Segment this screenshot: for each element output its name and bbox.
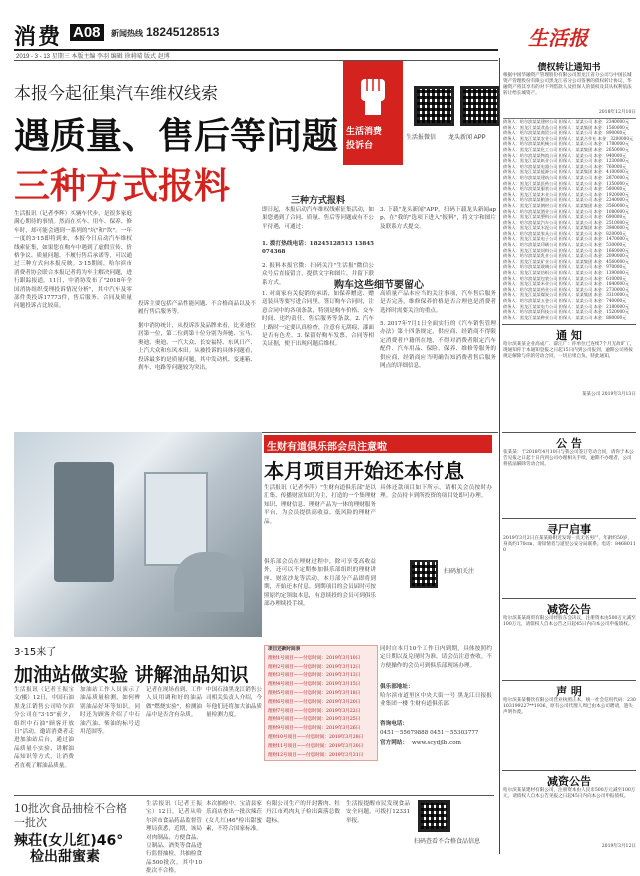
table-row: 债务人：哈尔滨某某建材公司 担保人：某某公司 本金：2340000元 xyxy=(503,119,630,124)
table-row: 债务人：黑龙江某某木业公司 担保人：某某公司 本金：1920000元 xyxy=(503,191,630,197)
badge-line2: 投诉台 xyxy=(346,140,374,150)
notice3-text: 张某某：于2018年4月10日与我公司签订劳动合同，请你于本公告见报之日起十日内到公司办理相关手续，逾期不办理者，公司将依法解除劳动合同。 xyxy=(503,450,634,467)
qr2-label: 龙头新闻 APP xyxy=(448,135,486,141)
badge-line1: 生活消费 xyxy=(346,126,383,136)
gas-station-photo xyxy=(14,432,262,637)
notice4-head: 寻尸启事 xyxy=(547,523,591,536)
article1-para1: 生活报讯（记者李辉）买辆车代步，是很多家庭满心期待的事情。然而在买车、用车、保养、修车时，却可能会遇到一系列的"坑"和"坎"。一年一度的3·15即将到来，本报今日启动汽车维权线索征集，如果您在购车中遇到了虚假宣传、价格争议、质量问题、不履行售后承诺等，可以通过三种方式向本报反映。3·15期间，哈尔滨市消费者协会联合本报记者将为车主解决问题，进行跟踪报道。11日，中消协发布了"2018年全国消协组织受理投诉情况分析"，其中汽车及零部件类投诉17773件，售后服务、合同及质量问题投诉占比较高。 xyxy=(14,211,132,310)
table-row: 债务人：黑龙江某某化工公司 担保人：某某集团 本金：2650000元 xyxy=(503,146,630,152)
club-address-head: 俱乐部地址： xyxy=(380,684,414,690)
article4-kicker2: 一批次 xyxy=(14,816,47,829)
calendar-row: 理财8号项目——付息时间：2019年3月25日 xyxy=(268,717,361,723)
table-row: 债务人：哈尔滨某某电器公司 担保人：某某公司 本金：760000元 xyxy=(503,163,627,169)
article4-title2: 检出甜蜜素 xyxy=(30,849,100,865)
notice1-date: 2018年12月10日 xyxy=(598,110,636,115)
club-para2: 俱乐部会员在理财过程中，除可享受高收益外，还可以不定期参加俱乐部组织的理财讲座、财富沙龙等活动。本月部分产品即将到期，开始还本付息。到期项目的会员届时可按照原约定领取本息，有意续投的会员可到俱乐部办理续投手续。 xyxy=(264,559,376,608)
article1-column-head: 三种方式报料 xyxy=(290,196,345,206)
notice1-head: 债权转让通知书 xyxy=(537,63,601,73)
table-row: 债务人：黑龙江某某塑料公司 担保人：某某公司 本金：690000元 xyxy=(503,214,627,220)
club-banner xyxy=(264,435,492,453)
club-phone: 0451－55679888 0451－55303777 xyxy=(380,730,479,736)
article4-para2: 本次抽检中，宝清县家乐商店查出一批次辣荘(女儿红)46°检出甜蜜素，不符合国家标准。 xyxy=(206,801,262,833)
club-ticket xyxy=(410,560,440,590)
qr1-label: 生活报微信 xyxy=(406,135,437,141)
notice3-head: 公 告 xyxy=(556,437,582,450)
table-row: 债务人：黑龙江某某医药公司 担保人：某某公司 本金：1350000元 xyxy=(503,180,630,186)
sidebar-rule xyxy=(499,58,500,854)
article1-para9: 高质量产品本应当的关注事项，汽车售后服务是否完善，维修保养价格是否合理也是消费者选择时需要关注的重点。 xyxy=(380,291,496,314)
table-row: 债务人：哈尔滨某某五金公司 担保人：某某公司 本金：740000元 xyxy=(503,298,627,303)
table-row: 债务人：黑龙江某某钢材公司 担保人：某某集团 本金：3560000元 xyxy=(503,202,630,208)
calendar-title: 项目还款时间表 xyxy=(268,647,301,652)
table-row: 债务人：黑龙江某某食品公司 担保人：某某集团 本金：1560000元 xyxy=(503,124,630,130)
club-side-para: 同时自本月10个工作日内到期，具体按照约定日期以及兑现时为准。请会员注意查收。不方便操作的会员可到俱乐部现场办理。 xyxy=(380,646,492,669)
article4-para4: 生活报提醒市民发现食品安全问题，可拨打12331举报。 xyxy=(346,801,410,824)
person-icon xyxy=(174,552,244,612)
club-address: 哈尔滨市道里区中央大街一号 黑龙江日报报业集团一楼 生财有道俱乐部 xyxy=(380,693,492,708)
article4-title1: 辣荘(女儿红)46° xyxy=(14,833,124,849)
hotline-phone: 18245128513 xyxy=(146,25,220,39)
qr-code-icon xyxy=(414,86,454,126)
club-web: www.scydjlb.com xyxy=(412,740,461,746)
article4-qr-icon xyxy=(418,800,450,832)
calendar-row: 理财2号项目——付息时间：2019年3月12日 xyxy=(268,664,361,670)
club-para3: 具体还款项目如下所示，请相关会员按时办理。会员持卡到所投资的项目处即可办理。 xyxy=(380,485,492,500)
table-row: 债务人：黑龙江某某煤炭公司 担保人：某某集团 本金：3310000元 xyxy=(503,292,630,298)
article1-para10: 5. 2017年7月1日全面实行的《汽车销售管理办法》第十四条规定，供应商、经销商不得限定消费者户籍所在地，不得对消费者限定汽车配件、汽车用品、保险、保养、维修等服务的供应商，经销商应当明确告知消费者售后服务网点的详细信息。 xyxy=(380,321,496,370)
article4-para1: 生活报讯（记者王振宝）12日，记者从哈尔滨市食品药品监督管理局获悉，近期，该局对肉制品、方便食品、豆制品、酒类等食品进行监督抽检，共抽检食品500批次，其中10批次不合格。 xyxy=(146,801,202,875)
table-row: 债务人：哈尔滨某某药业公司 担保人：某某公司 本金：2730000元 xyxy=(503,286,630,292)
sidebar-divider xyxy=(502,680,636,681)
table-row: 债务人：黑龙江某某米业公司 担保人：某某公司 本金：1840000元 xyxy=(503,281,630,287)
calendar-row: 理财9号项目——付息时间：2019年3月26日 xyxy=(268,726,361,732)
club-title: 本月项目开始还本付息 xyxy=(264,459,464,483)
article1-title-line2: 三种方式报料 xyxy=(14,166,231,207)
section-title: 消费 xyxy=(14,24,63,49)
article3-kicker: 3·15来了 xyxy=(14,647,57,658)
table-row: 债务人：黑龙江某某纸业公司 担保人：某某公司 本金：1230000元 xyxy=(503,158,630,164)
notice5-text: 哈尔滨某某商贸有限公司经股东会决议，注册资本由500万元减至100万元，请债权人自本公告之日起45日内向本公司申报债权。 xyxy=(503,616,636,627)
table-row: 债务人：哈尔滨某某包装公司 担保人：某某公司 本金：610000元 xyxy=(503,275,627,281)
fist-icon xyxy=(343,61,403,121)
article1-para6: 2. 报料本报官微：扫码关注"生活报"微信公众号后直接留言，提供文字和图片，并留下联系方式。 xyxy=(262,263,374,286)
article1-para8: 1. 对商家有关促销的承诺，如保养赠送、赠送装具等要写进合同里，签订购车合同时，注意合同中的各项条款，特别是购车价格、交车时间、违约责任、售后服务等条款。2. 汽车上路时一定要认真检查，注意有无刮痕、漆面是否有色差。3. 保留好购车发票、合同等相关证据，便于出现问题后维权。 xyxy=(262,291,374,348)
club-qr-icon xyxy=(410,560,438,588)
table-row: 债务人：黑龙江某某电力公司 担保人：某某公司 本金：2180000元 xyxy=(503,303,630,309)
club-phone-head: 咨询电话： xyxy=(380,721,408,727)
calendar-row: 理财5号项目——付息时间：2019年3月18日 xyxy=(268,690,361,696)
notice7-text: 哈尔滨某某建材有限公司，注册资本由人民币500万元减至100万元，请债权人自本公告见报之日起45日内向本公司申报债权。 xyxy=(503,788,636,799)
article1-kicker: 本报今起征集汽车维权线索 xyxy=(14,84,218,104)
article1-title-line1: 遇质量、售后等问题 xyxy=(14,116,339,157)
page-number: A08 xyxy=(70,24,104,41)
notice2-text: 哈尔滨某某企业高成广、薛江广：你单位已连续7个月无故旷工，现通知你于本通知登报之日起15日内到公司报到，逾期公司将按规定解除与你的劳动合同，一切后果自负。特此通知。 xyxy=(503,342,635,359)
table-row: 债务人：哈尔滨某某乳业公司 担保人：某某公司 本金：2090000元 xyxy=(503,253,630,259)
table-row: 债务人：黑龙江某某电子公司 担保人：某某公司 本金：1470000元 xyxy=(503,236,630,242)
table-row: 债务人：哈尔滨某某商贸公司 担保人：某某公司 本金：890000元 xyxy=(503,130,627,136)
article3-para1: 生活报讯（记者王振宝文/摄）12日，中国石油黑龙江销售公司哈尔滨分公司在"3·15"前夕，组织中石油"顾客开放日"活动，邀请消费者走进加油站后台，通过油品质量小实验、讲解油品知识等方式，让消费者直观了解油品质量。 xyxy=(14,687,74,769)
table-row: 债务人：黑龙江某某农业公司 担保人：某某合作社 本金：3200000元 xyxy=(503,135,634,141)
debt-table xyxy=(503,118,636,323)
table-row: 债务人：黑龙江某某矿业公司 担保人：某某集团 本金：4560000元 xyxy=(503,258,630,264)
table-row: 债务人：黑龙江某某饲料公司 担保人：某某公司 本金：1660000元 xyxy=(503,247,630,253)
article1-para2: 投诉主要包括产品性能问题、不合格商品以及不履行售后服务等。 xyxy=(138,301,256,316)
sidebar-divider xyxy=(502,770,636,771)
table-row: 债务人：黑龙江某某能源公司 担保人：某某集团 本金：4100000元 xyxy=(503,169,630,175)
article3-para4: 中国石油黑龙江销售公司相关负责人介绍，今年他们还将加大油品质量检测力度。 xyxy=(206,687,262,719)
table-row: 债务人：哈尔滨某某酒业公司 担保人：某某公司 本金：1080000元 xyxy=(503,208,630,214)
calendar-row: 理财7号项目——付息时间：2019年3月22日 xyxy=(268,708,361,714)
table-row: 债务人：哈尔滨某某物流公司 担保人：某某公司 本金：940000元 xyxy=(503,152,627,158)
notice2-sign: 某某公司 2019年3月13日 xyxy=(581,392,636,397)
article1-para7: 3. 下载"龙头新闻"APP，扫码下载龙头新闻app，在"我的"选项下进入"报料"，将文字和图片及联系方式提交。 xyxy=(380,207,496,230)
article1-para5: 1. 拨打热线电话：18245128513 13845074368 xyxy=(262,241,374,256)
table-row: 债务人：哈尔滨某某汽车公司 担保人：某某公司 本金：2510000元 xyxy=(503,219,630,225)
sidebar-divider xyxy=(502,324,636,325)
fuel-pump-icon xyxy=(54,462,114,582)
table-row: 债务人：哈尔滨某某科技公司 担保人：某某公司 本金：1520000元 xyxy=(503,309,630,315)
article3-para2: 加油站工作人员演示了油品质量检测，如何辨别油品好坏等知识。同时还为顾客介绍了中石油汽油、柴油的标号适用范围等。 xyxy=(80,687,140,736)
article1-para4: 即日起，本报启动汽车维权线索征集活动，如果您遇到了合同、质量、售后等问题或有不公平待遇，可通过： xyxy=(262,207,374,230)
calendar-row: 理财1号项目——付息时间：2019年3月10日 xyxy=(268,655,361,661)
notice6-head: 声 明 xyxy=(556,685,582,698)
calendar-row: 理财3号项目——付息时间：2019年3月13日 xyxy=(268,673,361,679)
table-row: 债务人：哈尔滨某某家具公司 担保人：某某公司 本金：820000元 xyxy=(503,230,627,236)
calendar-row: 理财10号项目——付息时间：2019年3月28日 xyxy=(268,734,364,740)
article4-qr-label: 扫码查看不合格食品信息 xyxy=(414,839,481,845)
masthead-rule-thin xyxy=(14,60,498,61)
table-row: 债务人：哈尔滨某某机械公司 担保人：某某公司 本金：1780000元 xyxy=(503,141,630,147)
newspaper-logo: 生活报 xyxy=(528,26,588,50)
notice4-text: 2019年3月2日在某某路附近发现一具无名男尸，年龄约50岁，身高约170cm，请知情者与道里公安分局联系。电话：84680110 xyxy=(503,536,636,553)
calendar-row: 理财12号项目——付息时间：2019年3月31日 xyxy=(268,752,364,758)
notice7-head: 减资公告 xyxy=(547,775,591,788)
table-row: 债务人：黑龙江某某水泥公司 担保人：某某集团 本金：3980000元 xyxy=(503,225,630,231)
calendar-row: 理财4号项目——付息时间：2019年3月15日 xyxy=(268,682,361,688)
notice1-text: 根据中国华融资产管理股份有限公司黑龙江省分公司与中国长城资产管理股份有限公司黑龙江省分公司签署的债权转让协议，华融资产将其享有的对下列借款人及担保人的债权及其从权利依法转让给长城资产。 xyxy=(503,73,632,96)
article3-title: 加油站做实验 讲解油品知识 xyxy=(14,664,249,686)
notice2-head: 通 知 xyxy=(556,329,582,342)
table-row: 债务人：哈尔滨某某粮油公司 担保人：某某公司 本金：2240000元 xyxy=(503,197,630,203)
article1-para3: 据中消协统计，从投诉涉及品牌来看，比亚迪位居第一位，第二位到第十位分别为奔驰、宝马、奥迪、奥迪、一汽大众、长安福特、东风日产、上汽大众和东风本田。从被投诉的具体问题看，投诉最多的是质量问题，其中发动机、变速箱、刹车、电路等问题较为突出。 xyxy=(138,323,256,372)
section-divider xyxy=(14,795,494,796)
article3-para3: 记者在现场看到，工作人员用调和好的油品做"燃烧实验"，检测油品中是否含有杂质。 xyxy=(146,687,202,719)
article4-kicker1: 10批次食品抽检不合格 xyxy=(14,802,127,815)
article1-subhead: 购车这些细节要留心 xyxy=(334,280,424,291)
sidebar-divider xyxy=(502,598,636,599)
club-banner-text: 生财有道俱乐部会员注意啦 xyxy=(267,442,387,453)
table-row: 债务人：哈尔滨某某玻璃公司 担保人：某某公司 本金：970000元 xyxy=(503,264,627,270)
club-para1: 生活报讯（记者李萍）"生财有道俱乐部"是以汇集、传播财富知识为主，打造的一个集理财知识、理财信息、理财产品为一体的理财服务平台，为会员提供高收益、低风险的理财产品。 xyxy=(264,485,376,525)
table-row: 债务人：哈尔滨某某建筑公司 担保人：某某公司 本金：2870000元 xyxy=(503,174,630,180)
sidebar-divider xyxy=(502,518,636,519)
dateline: 2019 - 3 - 13 星期三 本版主编 李羽 编辑 徐莉晴 版式 赵博 xyxy=(16,54,170,60)
article4-para3: 有限公司生产的开封酱肉、牡丹江市鸡肉丸子检出菌落总数超标。 xyxy=(266,801,340,824)
repayment-calendar xyxy=(264,645,378,761)
calendar-row: 理财11号项目——付息时间：2019年3月30日 xyxy=(268,743,364,749)
club-web-head: 官方网站： xyxy=(380,740,408,746)
table-row: 债务人：黑龙江某某种业公司 担保人：某某公司 本金：880000元 xyxy=(503,314,627,320)
notice5-head: 减资公告 xyxy=(547,603,591,616)
table-row: 债务人：哈尔滨某某印刷公司 担保人：某某公司 本金：530000元 xyxy=(503,242,627,248)
club-qr-label: 扫码加关注 xyxy=(444,569,475,575)
notice6-text: 哈尔滨某某餐饮有限公司营业执照正本，统一社会信用代码：230103199227**1936，原有公司代理人周已由本公司聘请，遗失声明作废。 xyxy=(503,698,636,715)
notice7-date: 2019年3月12日 xyxy=(601,844,636,849)
masthead-rule xyxy=(14,49,498,51)
qr-code-icon xyxy=(460,86,500,126)
hotline-label: 新闻热线 xyxy=(111,29,143,38)
table-row: 债务人：黑龙江某某纺织公司 担保人：某某公司 本金：1390000元 xyxy=(503,270,630,276)
calendar-row: 理财6号项目——付息时间：2019年3月20日 xyxy=(268,699,361,705)
sidebar-divider xyxy=(502,432,636,433)
table-row: 债务人：哈尔滨某某服装公司 担保人：某某公司 本金：580000元 xyxy=(503,186,627,192)
